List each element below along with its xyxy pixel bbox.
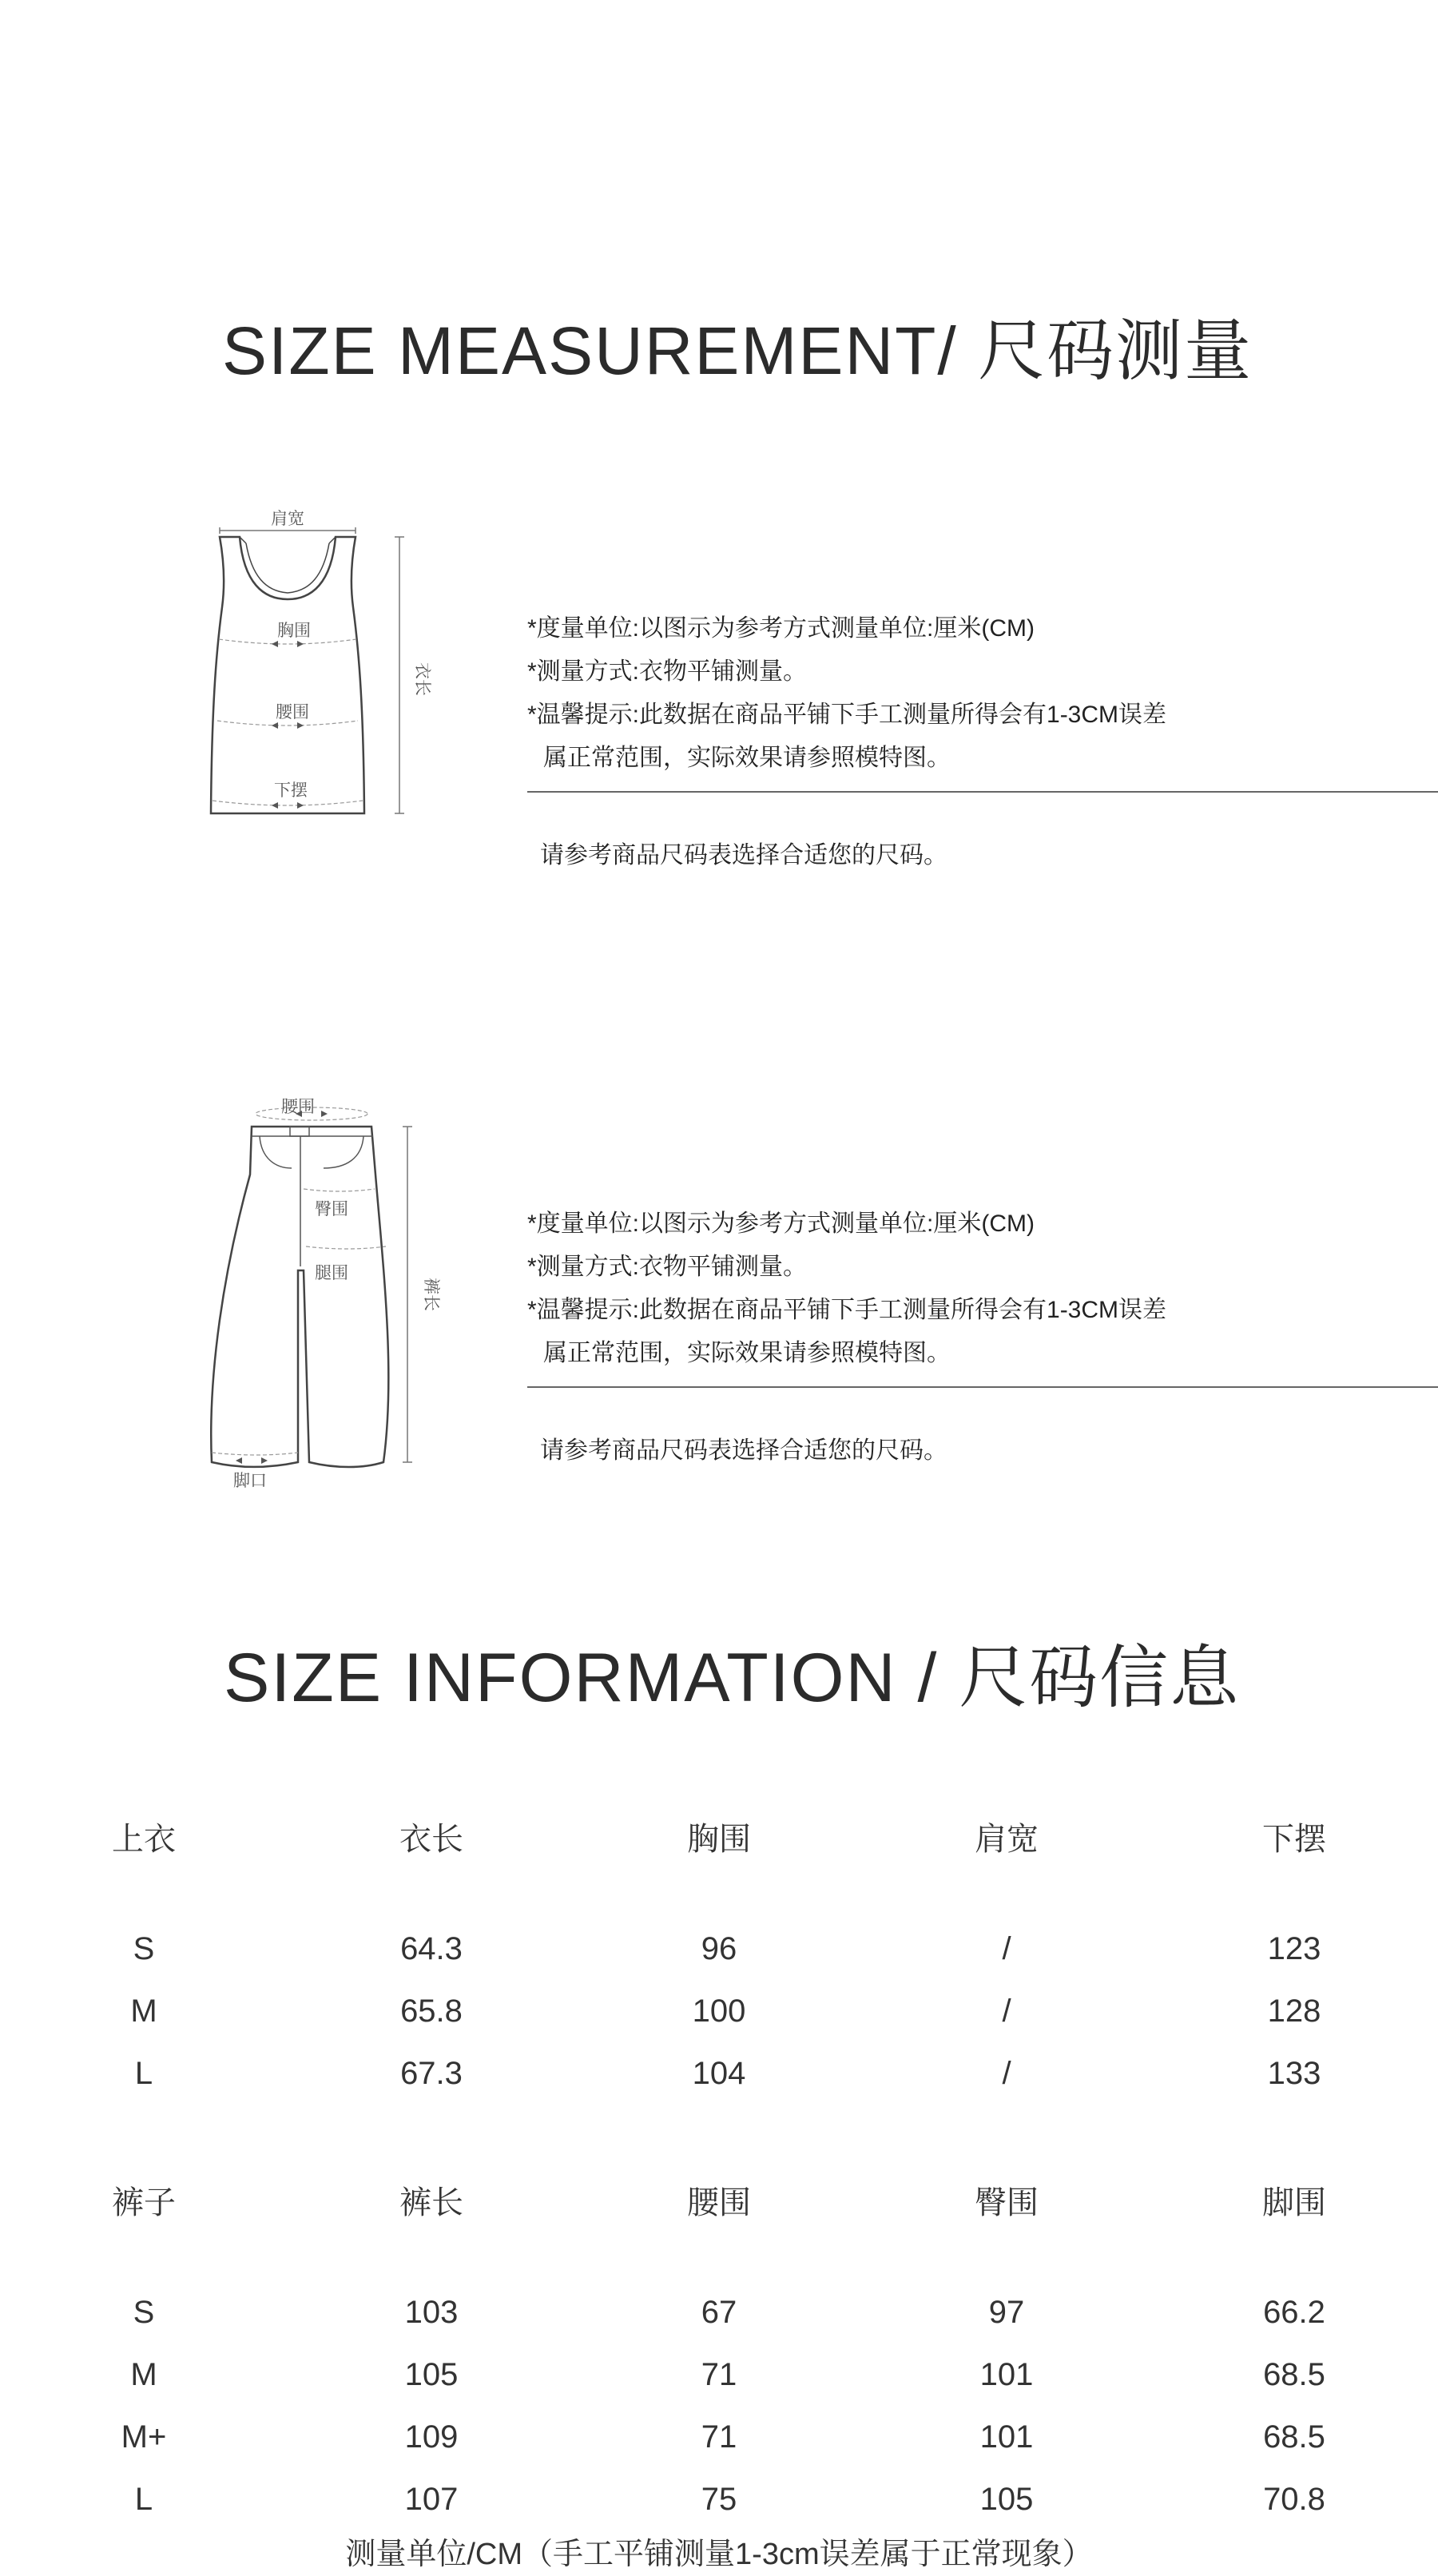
header-chest: 胸围	[687, 1822, 751, 1857]
value-cell: 100	[692, 1993, 746, 2029]
value-cell: 128	[1267, 1993, 1321, 2029]
divider	[527, 1386, 1438, 1388]
pants-waist-label: 腰围	[281, 1097, 315, 1116]
value-cell: 66.2	[1263, 2294, 1325, 2330]
pants-measurement-notes	[527, 1203, 1438, 1473]
value-cell: 101	[979, 2356, 1034, 2392]
value-cell: 67.3	[400, 2055, 463, 2091]
size-information-title: SIZE INFORMATION / 尺码信息	[224, 1640, 1241, 1716]
thigh-label: 腿围	[315, 1263, 348, 1282]
size-cell: S	[133, 2294, 155, 2330]
header-category: 上衣	[112, 1822, 176, 1857]
table-row	[0, 2042, 1438, 2105]
tip-note-continued: 属正常范围，实际效果请参照模特图。	[543, 745, 951, 771]
tip-note-continued: 属正常范围，实际效果请参照模特图。	[543, 1340, 951, 1366]
value-cell: 68.5	[1263, 2419, 1325, 2455]
header-pants-length: 裤长	[399, 2185, 463, 2220]
value-cell: /	[1002, 1993, 1011, 2029]
size-cell: S	[133, 1930, 155, 1966]
value-cell: 107	[404, 2481, 459, 2517]
hem-label: 下摆	[274, 781, 308, 800]
size-advice: 请参考商品尺码表选择合适您的尺码。	[540, 842, 947, 869]
table-row	[0, 1980, 1438, 2042]
value-cell: 101	[979, 2419, 1034, 2455]
header-hip: 臀围	[975, 2185, 1039, 2220]
tip-note: *温馨提示:此数据在商品平铺下手工测量所得会有1-3CM误差	[527, 702, 1167, 728]
header-leg-opening: 脚围	[1262, 2185, 1326, 2220]
table-row	[0, 2406, 1438, 2468]
header-length: 衣长	[399, 1822, 463, 1857]
divider	[527, 791, 1438, 793]
size-cell: M	[130, 1993, 157, 2029]
top-size-table	[0, 1814, 1438, 2105]
value-cell: 70.8	[1263, 2481, 1325, 2517]
value-cell: 71	[701, 2356, 737, 2392]
shoulder-label: 肩宽	[271, 509, 304, 528]
unit-note: *度量单位:以图示为参考方式测量单位:厘米(CM)	[527, 615, 1035, 642]
header-shoulder: 肩宽	[975, 1822, 1039, 1857]
size-cell: M+	[121, 2419, 167, 2455]
value-cell: 105	[979, 2481, 1034, 2517]
size-cell: L	[134, 2481, 153, 2517]
value-cell: 71	[701, 2419, 737, 2455]
tip-note: *温馨提示:此数据在商品平铺下手工测量所得会有1-3CM误差	[527, 1297, 1167, 1323]
value-cell: 123	[1267, 1930, 1321, 1966]
table-row	[0, 2343, 1438, 2406]
table-row	[0, 1918, 1438, 1980]
leg-opening-label: 脚口	[233, 1471, 267, 1490]
size-cell: L	[134, 2055, 153, 2091]
chest-label: 胸围	[277, 621, 311, 640]
value-cell: 104	[692, 2055, 746, 2091]
tank-top-diagram	[208, 495, 447, 823]
table-row	[0, 2468, 1438, 2530]
value-cell: /	[1002, 2055, 1011, 2091]
method-note: *测量方式:衣物平铺测量。	[527, 1254, 808, 1280]
value-cell: 109	[404, 2419, 459, 2455]
size-advice: 请参考商品尺码表选择合适您的尺码。	[540, 1437, 947, 1464]
value-cell: 67	[701, 2294, 737, 2330]
value-cell: 64.3	[400, 1930, 463, 1966]
pants-length-label: 裤长	[422, 1278, 441, 1311]
value-cell: 97	[988, 2294, 1025, 2330]
value-cell: 96	[701, 1930, 737, 1966]
value-cell: 75	[701, 2481, 737, 2517]
value-cell: 105	[404, 2356, 459, 2392]
top-measurement-notes	[527, 607, 1438, 877]
table-header-row	[0, 1814, 1438, 1918]
unit-note: *度量单位:以图示为参考方式测量单位:厘米(CM)	[527, 1210, 1035, 1237]
value-cell: 65.8	[400, 1993, 463, 2029]
size-cell: M	[130, 2356, 157, 2392]
measurement-footnote: 测量单位/CM（手工平铺测量1-3cm误差属于正常现象）	[345, 2538, 1093, 2571]
header-category: 裤子	[112, 2185, 176, 2220]
length-label: 衣长	[413, 662, 432, 696]
table-header-row	[0, 2177, 1438, 2281]
value-cell: 68.5	[1263, 2356, 1325, 2392]
pants-diagram	[204, 1095, 451, 1494]
value-cell: 133	[1267, 2055, 1321, 2091]
value-cell: 103	[404, 2294, 459, 2330]
value-cell: /	[1002, 1930, 1011, 1966]
table-row	[0, 2281, 1438, 2343]
pants-size-table	[0, 2177, 1438, 2530]
hip-label: 臀围	[315, 1199, 348, 1218]
header-hem: 下摆	[1262, 1822, 1326, 1857]
header-waist: 腰围	[687, 2185, 751, 2220]
method-note: *测量方式:衣物平铺测量。	[527, 658, 808, 685]
waist-label: 腰围	[276, 702, 309, 722]
size-measurement-title: SIZE MEASUREMENT/ 尺码测量	[222, 313, 1253, 388]
